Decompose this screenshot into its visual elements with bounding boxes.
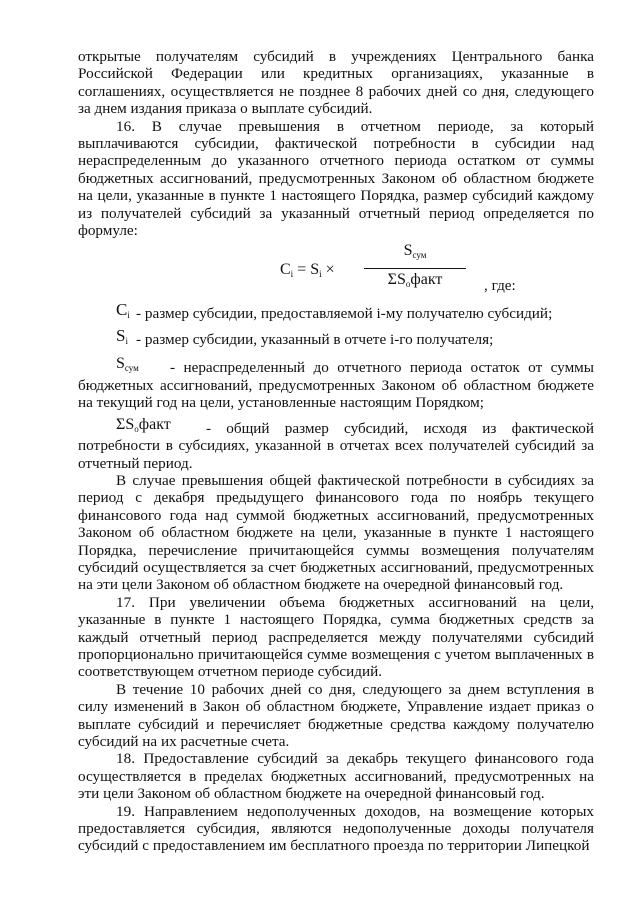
formula-fraction <box>364 241 466 295</box>
paragraph-19: 19. Направлением недополученных доходов, на возмещение которых предоставляется субсидия, являются недополученные доходы получателя субсидий с предоставлением им бесплатного проезда по территории Липецкой <box>78 802 594 855</box>
definition-ssum <box>78 355 594 412</box>
definition-ssum-text: - нераспределенный до отчетного периода остаток от суммы бюджетных ассигнований, предусмотренных Законом об областном бюджете на текущий год на цели, установленные настоящим Порядком; <box>78 359 594 412</box>
definition-ci-text: - размер субсидии, предоставляемой i-му получателю субсидий; <box>136 305 553 323</box>
symbol-ssum: $S_{сум}$ <box>116 355 139 374</box>
symbol-ci: $C_i$ <box>116 300 130 321</box>
formula-left-side: $C_i = S_i$ × <box>280 261 335 280</box>
subsidy-formula <box>78 239 594 297</box>
formula-numerator: $S_{сум}$ <box>364 241 466 269</box>
paragraph-16: 16. В случае превышения в отчетном периоде, за который выплачиваются субсидии, фактической потребности в субсидии над нераспределенным до указанного отчетного периода остатком от суммы бюджетных ассигнований, предусмотренных Законом об областном бюджете на цели, указанные в пункте 1 настоящего Порядка, размер субсидий каждому из получателей субсидий за указанный отчетный период определяется по формуле: <box>78 117 594 240</box>
symbol-sfact: $\Sigma S_офакт$ <box>116 415 171 434</box>
definition-si <box>78 326 594 351</box>
formula-denominator: $\Sigma S_офакт$ <box>387 271 443 290</box>
formula-where: , где: <box>484 277 516 295</box>
symbol-si: $S_i$ <box>116 326 128 347</box>
paragraph-17: 17. При увеличении объема бюджетных ассигнований на цели, указанные в пункте 1 настоящего Порядка, сумма бюджетных средств за каждый отчетный период распределяется между получателями субсидий пропорционально причитающейся сумме возмещения с учетом выплаченных в соответствующем отчетном периоде субсидий. <box>78 593 594 681</box>
paragraph-excess: В случае превышения общей фактической потребности в субсидиях за период с декабря предыдущего финансового года по ноябрь текущего финансового года над суммой бюджетных ассигнований, предусмотренных Законом об областном бюджете на цели, указанные в пункте 1 настоящего Порядка, перечисление причитающейся суммы возмещения получателям субсидий осуществляется за счет бюджетных ассигнований, предусмотренных на эти цели Законом об областном бюджете на очередной финансовый год. <box>78 471 594 594</box>
paragraph-intro: открытые получателям субсидий в учреждениях Центрального банка Российской Федерации или кредитных организациях, указанные в соглашениях, осуществляется не позднее 8 рабочих дней со дня, следующего за днем издания приказа о выплате субсидий. <box>78 48 594 118</box>
definition-sfact-text: - общий размер субсидий, исходя из фактической потребности в субсидиях, указанной в отчетах всех получателей субсидий за отчетный период. <box>78 419 594 472</box>
paragraph-10-days: В течение 10 рабочих дней со дня, следующего за днем вступления в силу изменений в Закон об областном бюджете, Управление издает приказ о выплате субсидий и перечисляет бюджетные средства каждому получателю субсидий на их расчетные счета. <box>78 680 594 750</box>
definition-si-text: - размер субсидии, указанный в отчете i-го получателя; <box>136 331 494 349</box>
definition-sfact <box>78 415 594 472</box>
definition-ci <box>78 300 594 325</box>
document-body <box>78 48 594 855</box>
paragraph-18: 18. Предоставление субсидий за декабрь текущего финансового года осуществляется в пределах бюджетных ассигнований, предусмотренных на эти цели Законом об областном бюджете на очередной финансовый год. <box>78 750 594 803</box>
